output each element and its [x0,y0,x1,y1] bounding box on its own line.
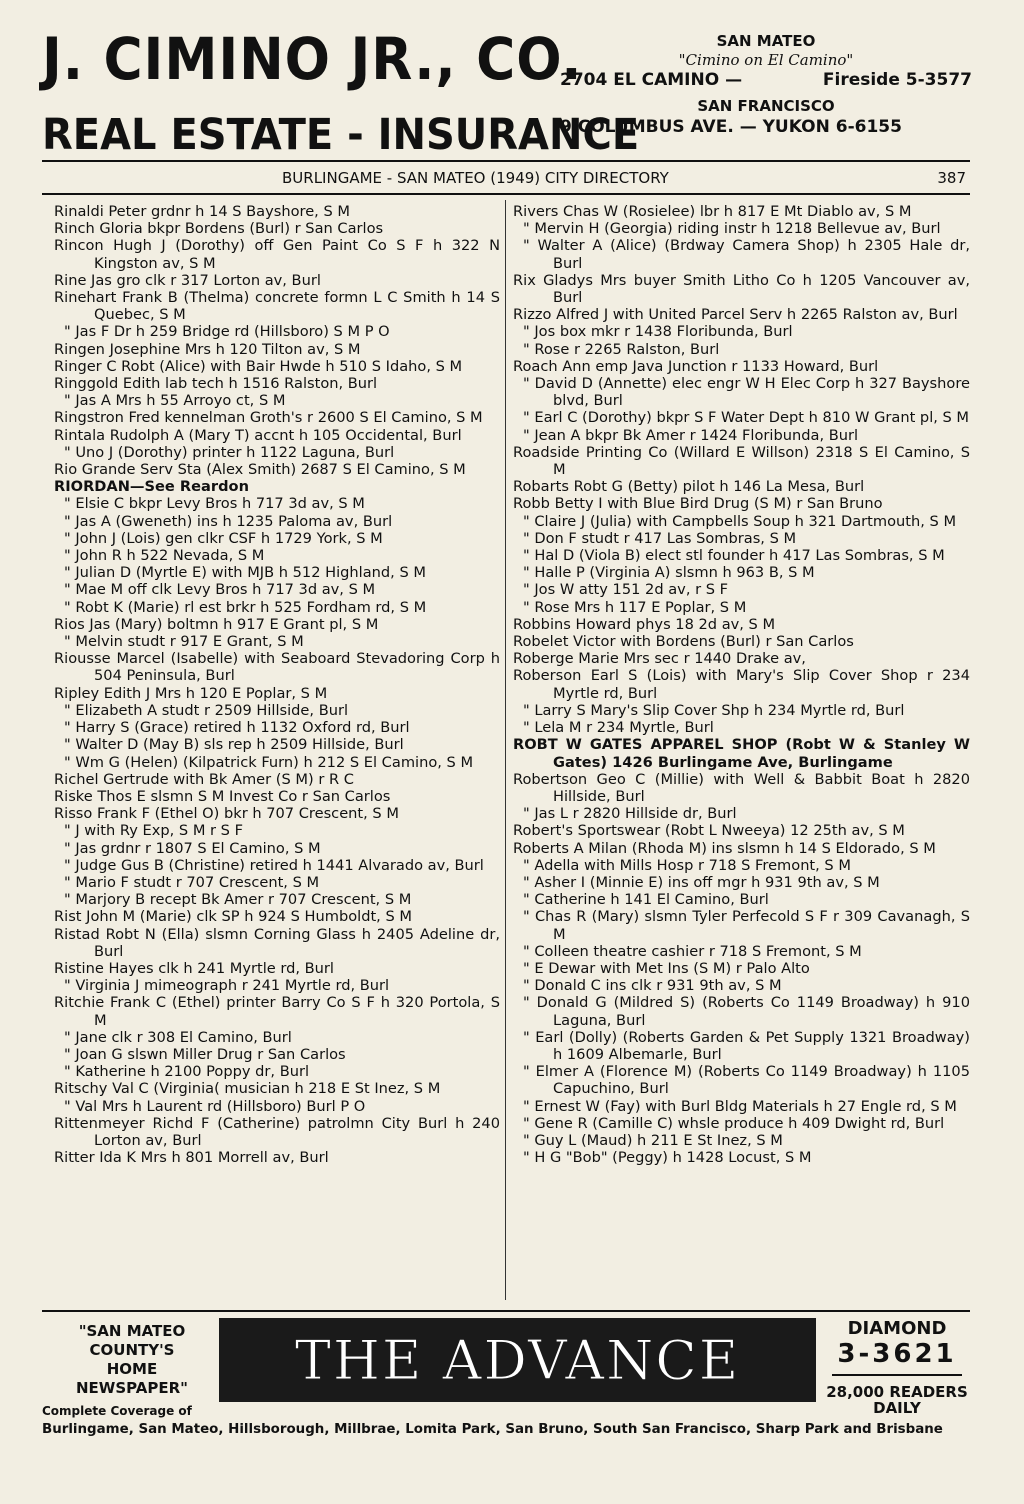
office1-motto: "Cimino on El Camino" [678,51,854,69]
directory-entry: Ritter Ida K Mrs h 801 Morrell av, Burl [54,1149,329,1167]
slogan-line: HOME [106,1360,158,1378]
page-number: 387 [937,169,966,187]
directory-entry: " Walter A (Alice) (Brdway Camera Shop) h 2305 Hale dr, Burl [523,237,970,272]
directory-entry: " John J (Lois) gen clkr CSF h 1729 York, S M [64,529,383,547]
directory-title: BURLINGAME - SAN MATEO (1949) CITY DIRECTORY [282,169,669,187]
directory-entry: " Jas L r 2820 Hillside dr, Burl [523,805,737,823]
coverage-label: Complete Coverage of [42,1404,192,1418]
directory-entry: Rinaldi Peter grdnr h 14 S Bayshore, S M [54,203,350,220]
directory-entry: Ritschy Val C (Virginia( musician h 218 E St Inez, S M [54,1080,441,1098]
directory-entry: " Ernest W (Fay) with Burl Bldg Materials h 27 Engle rd, S M [523,1097,957,1115]
directory-entry: " E Dewar with Met Ins (S M) r Palo Alto [523,959,810,977]
directory-entry: Ripley Edith J Mrs h 120 E Poplar, S M [54,684,328,702]
left-column [54,203,500,1166]
directory-entry: " Adella with Mills Hosp r 718 S Fremont, S M [523,856,851,874]
directory-entry: Robb Betty I with Blue Bird Drug (S M) r San Bruno [513,495,883,513]
office1-phone: Fireside 5-3577 [822,70,972,90]
directory-entry: Ritchie Frank C (Ethel) printer Barry Co S F h 320 Portola, S M [54,994,500,1029]
column-divider [505,200,506,1300]
phone-number: 3-3621 [837,1339,957,1369]
directory-entry: " Donald G (Mildred S) (Roberts Co 1149 Broadway) h 910 Laguna, Burl [523,994,970,1029]
directory-entry: RIORDAN—See Reardon [54,478,249,496]
directory-entry: " John R h 522 Nevada, S M [64,547,265,565]
directory-entry: Riske Thos E slsmn S M Invest Co r San Carlos [54,787,391,805]
directory-entry: " Jas A (Gweneth) ins h 1235 Paloma av, Burl [64,512,393,530]
directory-entry: Riousse Marcel (Isabelle) with Seaboard Stevadoring Corp h 504 Peninsula, Burl [54,650,500,685]
directory-entry: " Marjory B recept Bk Amer r 707 Crescent, S M [64,891,412,909]
directory-entry: Rinehart Frank B (Thelma) concrete formn L C Smith h 14 S Quebec, S M [54,289,500,324]
directory-entry: " Jas grdnr r 1807 S El Camino, S M [64,839,321,857]
directory-entry: Rizzo Alfred J with United Parcel Serv h 2265 Ralston av, Burl [513,306,958,324]
directory-entry: Ringer C Robt (Alice) with Bair Hwde h 510 S Idaho, S M [54,357,463,375]
directory-entry: " Jane clk r 308 El Camino, Burl [64,1028,292,1046]
directory-entry: " Jos box mkr r 1438 Floribunda, Burl [523,323,793,341]
directory-entry: " Walter D (May B) sls rep h 2509 Hillside, Burl [64,736,404,754]
directory-entry: " Claire J (Julia) with Campbells Soup h 321 Dartmouth, S M [523,512,957,530]
directory-entry: Rintala Rudolph A (Mary T) accnt h 105 Occidental, Burl [54,426,462,444]
directory-entry: Risso Frank F (Ethel O) bkr h 707 Crescent, S M [54,805,399,823]
directory-entry: ROBT W GATES APPAREL SHOP (Robt W & Stanley W Gates) 1426 Burlingame Ave, Burlingame [513,736,970,771]
directory-entry: Roach Ann emp Java Junction r 1133 Howard, Burl [513,357,879,375]
directory-entry: " Jas F Dr h 259 Bridge rd (Hillsboro) S M P O [64,323,390,341]
office2-city: SAN FRANCISCO [697,97,835,115]
directory-entry: Rittenmeyer Richd F (Catherine) patrolmn City Burl h 240 Lorton av, Burl [54,1114,500,1149]
directory-entry: Roadside Printing Co (Willard E Willson) 2318 S El Camino, S M [513,443,970,479]
directory-entry: Roberson Earl S (Lois) with Mary's Slip Cover Shop r 234 Myrtle rd, Burl [513,667,970,702]
directory-entry: Rix Gladys Mrs buyer Smith Litho Co h 1205 Vancouver av, Burl [513,271,970,307]
office1-line [560,69,972,91]
slogan-line: NEWSPAPER" [76,1379,188,1397]
directory-entry: " Julian D (Myrtle E) with MJB h 512 Highland, S M [64,564,426,582]
directory-entry: " Halle P (Virginia A) slsmn h 963 B, S M [523,564,815,582]
directory-entry: " Don F studt r 417 Las Sombras, S M [523,529,797,547]
directory-entry: Roberts A Milan (Rhoda M) ins slsmn h 14 S Eldorado, S M [513,839,936,857]
right-column [513,203,970,1166]
newspaper-masthead [219,1318,816,1402]
directory-entry: " Gene R (Camille C) whsle produce h 409 Dwight rd, Burl [523,1114,945,1132]
directory-entry: " H G "Bob" (Peggy) h 1428 Locust, S M [523,1149,812,1167]
directory-entry: Robert's Sportswear (Robt L Nweeya) 12 25th av, S M [513,822,905,840]
firm-name: J. CIMINO JR., CO. [42,25,583,93]
directory-entry: " Jas A Mrs h 55 Arroyo ct, S M [64,392,286,410]
coverage-towns: Burlingame, San Mateo, Hillsborough, Millbrae, Lomita Park, San Bruno, South San Francisco, Sharp Park and Brisbane [42,1422,943,1437]
directory-entry: " Joan G slswn Miller Drug r San Carlos [64,1045,346,1063]
directory-entry: " Uno J (Dorothy) printer h 1122 Laguna, Burl [64,443,395,461]
directory-entry: " Val Mrs h Laurent rd (Hillsboro) Burl P O [64,1097,366,1115]
office1-city: SAN MATEO [716,32,816,50]
newspaper-contact [822,1318,972,1416]
directory-entry: " Larry S Mary's Slip Cover Shp h 234 Myrtle rd, Burl [523,701,905,719]
phone-exchange: DIAMOND [847,1318,947,1339]
footer-rule [42,1310,970,1312]
readers-count: 28,000 READERS [826,1383,968,1401]
office2-address: 9 COLUMBUS AVE. — YUKON 6-6155 [560,117,902,137]
directory-entry: Rincon Hugh J (Dorothy) off Gen Paint Co S F h 322 N Kingston av, S M [54,237,500,272]
directory-entry: Ristine Hayes clk h 241 Myrtle rd, Burl [54,959,334,977]
directory-entry: " Jean A bkpr Bk Amer r 1424 Floribunda, Burl [523,426,859,444]
directory-entry: " Earl C (Dorothy) bkpr S F Water Dept h 810 W Grant pl, S M [523,409,970,427]
directory-entry: " Jos W atty 151 2d av, r S F [523,581,729,599]
slogan-line: COUNTY'S [89,1341,175,1359]
directory-entry: Roberge Marie Mrs sec r 1440 Drake av, [513,650,806,668]
directory-entry: Robertson Geo C (Millie) with Well & Babbit Boat h 2820 Hillside, Burl [513,770,970,805]
directory-entry: Rio Grande Serv Sta (Alex Smith) 2687 S El Camino, S M [54,461,466,479]
directory-entry: " Wm G (Helen) (Kilpatrick Furn) h 212 S El Camino, S M [64,753,474,771]
directory-entry: " Robt K (Marie) rl est brkr h 525 Fordham rd, S M [64,598,427,616]
directory-entry: " Katherine h 2100 Poppy dr, Burl [64,1063,310,1081]
slogan-line: "SAN MATEO [78,1322,186,1340]
running-head-rule [42,193,970,195]
directory-entry: " Earl (Dolly) (Roberts Garden & Pet Supply 1321 Broadway) h 1609 Albemarle, Burl [523,1028,970,1063]
directory-entry: Ringen Josephine Mrs h 120 Tilton av, S M [54,340,361,358]
newspaper-slogan [52,1322,212,1398]
directory-entry: " Mervin H (Georgia) riding instr h 1218 Bellevue av, Burl [523,220,941,238]
directory-entry: Ringstron Fred kennelman Groth's r 2600 S El Camino, S M [54,409,483,427]
directory-entry: " Elsie C bkpr Levy Bros h 717 3d av, S M [64,495,365,513]
masthead-text: THE ADVANCE [294,1328,741,1392]
directory-entry: " Mario F studt r 707 Crescent, S M [64,873,320,891]
office1-address: 2704 EL CAMINO — [560,70,743,90]
directory-entry: Rist John M (Marie) clk SP h 924 S Humboldt, S M [54,908,412,926]
directory-entry: " Guy L (Maud) h 211 E St Inez, S M [523,1131,783,1149]
directory-entry: Robelet Victor with Bordens (Burl) r San Carlos [513,633,854,651]
directory-entry: Ringgold Edith lab tech h 1516 Ralston, Burl [54,375,378,393]
directory-entry: Rivers Chas W (Rosielee) lbr h 817 E Mt Diablo av, S M [513,203,912,220]
directory-entry: Robbins Howard phys 18 2d av, S M [513,615,776,633]
directory-entry: " Hal D (Viola B) elect stl founder h 417 Las Sombras, S M [523,547,945,565]
frequency: DAILY [873,1399,921,1417]
directory-entry: " Rose r 2265 Ralston, Burl [523,340,720,358]
directory-entry: " Lela M r 234 Myrtle, Burl [523,719,714,737]
directory-entry: " Judge Gus B (Christine) retired h 1441 Alvarado av, Burl [64,856,484,874]
directory-entry: " Elizabeth A studt r 2509 Hillside, Burl [64,701,349,719]
directory-entry: Richel Gertrude with Bk Amer (S M) r R C [54,770,354,788]
directory-entry: " Virginia J mimeograph r 241 Myrtle rd, Burl [64,977,390,995]
directory-entry: Rinch Gloria bkpr Bordens (Burl) r San Carlos [54,220,384,238]
directory-entry: Rios Jas (Mary) boltmn h 917 E Grant pl, S M [54,615,379,633]
directory-entry: " Chas R (Mary) slsmn Tyler Perfecold S F r 309 Cavanagh, S M [523,908,970,943]
directory-entry: " Donald C ins clk r 931 9th av, S M [523,977,782,995]
directory-entry: " J with Ry Exp, S M r S F [64,822,243,840]
firm-business: REAL ESTATE - INSURANCE [42,110,640,160]
directory-entry: " Melvin studt r 917 E Grant, S M [64,633,304,651]
directory-entry: " Catherine h 141 El Camino, Burl [523,891,769,909]
directory-entry: " David D (Annette) elec engr W H Elec Corp h 327 Bayshore blvd, Burl [523,375,970,410]
directory-entry: " Elmer A (Florence M) (Roberts Co 1149 Broadway) h 1105 Capuchino, Burl [523,1063,970,1098]
directory-entry: " Asher I (Minnie E) ins off mgr h 931 9th av, S M [523,873,880,891]
directory-entry: Robarts Robt G (Betty) pilot h 146 La Mesa, Burl [513,478,865,496]
directory-entry: " Colleen theatre cashier r 718 S Fremont, S M [523,942,862,960]
directory-entry: " Harry S (Grace) retired h 1132 Oxford rd, Burl [64,719,410,737]
directory-entry: Ristad Robt N (Ella) slsmn Corning Glass h 2405 Adeline dr, Burl [54,925,500,960]
contact-rule [832,1374,962,1376]
directory-entry: " Rose Mrs h 117 E Poplar, S M [523,598,747,616]
directory-entry: Rine Jas gro clk r 317 Lorton av, Burl [54,271,321,289]
header-rule [42,160,970,162]
office-block [560,32,972,138]
directory-entry: " Mae M off clk Levy Bros h 717 3d av, S M [64,581,376,599]
